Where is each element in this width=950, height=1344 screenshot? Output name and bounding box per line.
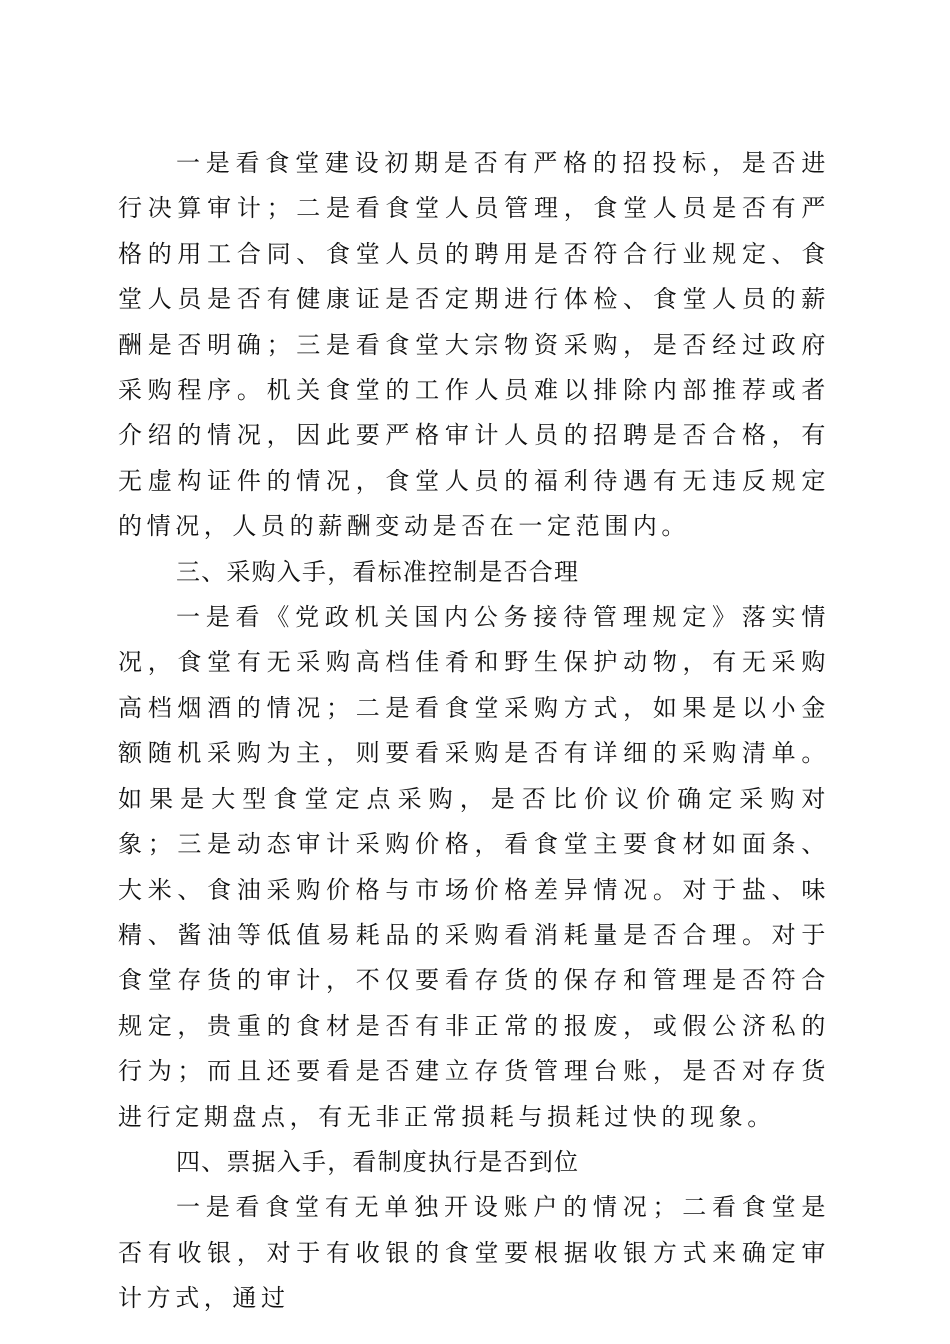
paragraph-staff-management: 一是看食堂建设初期是否有严格的招投标，是否进行决算审计；二是看食堂人员管理，食堂人员是否有严格的用工合同、食堂人员的聘用是否符合行业规定、食堂人员是否有健康证是否定期进行体检、食堂人员的薪酬是否明确；三是看食堂大宗物资采购，是否经过政府采购程序。机关食堂的工作人员难以排除内部推荐或者介绍的情况，因此要严格审计人员的招聘是否合格，有无虚构证件的情况，食堂人员的福利待遇有无违反规定的情况，人员的薪酬变动是否在一定范围内。 bbox=[118, 149, 830, 541]
document-body bbox=[118, 141, 830, 1322]
paragraph-procurement: 一是看《党政机关国内公务接待管理规定》落实情况，食堂有无采购高档佳肴和野生保护动物，有无采购高档烟酒的情况；二是看食堂采购方式，如果是以小金额随机采购为主，则要看采购是否有详细的采购清单。如果是大型食堂定点采购，是否比价议价确定采购对象；三是动态审计采购价格，看食堂主要食材如面条、大米、食油采购价格与市场价格差异情况。对于盐、味精、酱油等低值易耗品的采购看消耗量是否合理。对于食堂存货的审计，不仅要看存货的保存和管理是否符合规定，贵重的食材是否有非正常的报废，或假公济私的行为；而且还要看是否建立存货管理台账，是否对存货进行定期盘点，有无非正常损耗与损耗过快的现象。 bbox=[118, 603, 830, 1131]
section-heading-receipts: 四、票据入手，看制度执行是否到位 bbox=[176, 1147, 580, 1176]
section-heading-procurement: 三、采购入手，看标准控制是否合理 bbox=[176, 557, 580, 586]
paragraph-receipts: 一是看食堂有无单独开设账户的情况；二看食堂是否有收银，对于有收银的食堂要根据收银方式来确定审计方式，通过 bbox=[118, 1193, 830, 1313]
